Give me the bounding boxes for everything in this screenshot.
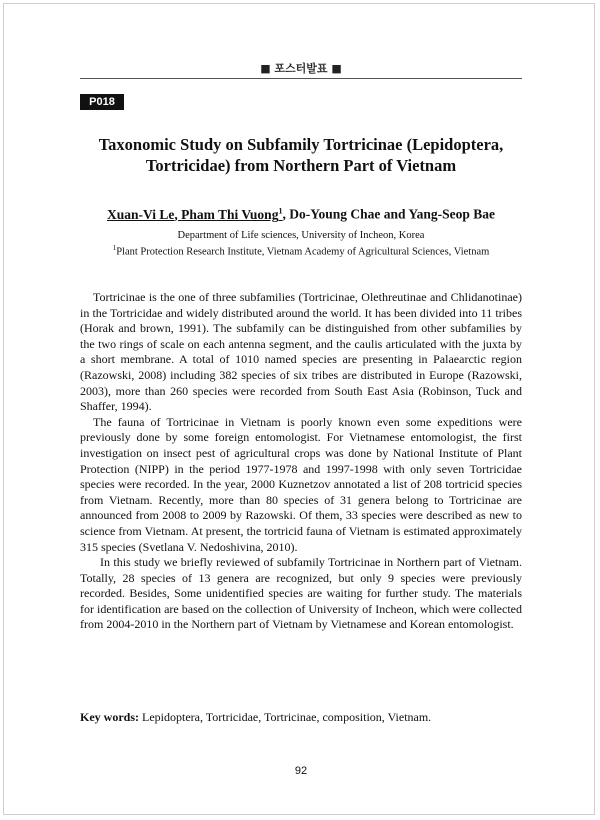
poster-code-badge: P018	[80, 94, 124, 110]
abstract-paragraph-2: The fauna of Tortricinae in Vietnam is poorly known even some expeditions were previously done by some foreign entomologist. For Vietnamese entomologist, the first investigation on insect pest of agricultural crops was done by National Institute of Plant Protection (NIPP) in the period 1977-1978 and 1997-1998 with only seven Tortricidae species were recorded. In the year, 2000 Kuznetzov annotated a list of 208 tortricid species from Vietnam. Recently, more than 80 species of 31 genera belong to Tortricinae are announced from 2008 to 2009 by Razowski. Of them, 33 species were described as new to science from Vietnam. At present, the tortricid fauna of Vietnam is estimated approximately 315 species (Svetlana V. Nedoshivina, 2010).	[80, 414, 522, 554]
page-number: 92	[294, 765, 308, 777]
header-divider	[80, 78, 522, 79]
author-first: Xuan-Vi Le, Pham Thi Vuong$^1$	[107, 206, 283, 222]
title-line-2: Tortricidae) from Northern Part of Vietnam	[145, 156, 457, 175]
section-header: ■ 포스터발표 ■	[260, 62, 342, 75]
title-line-1: Taxonomic Study on Subfamily Tortricinae (Lepidoptera,	[98, 135, 504, 154]
affiliation-1: Department of Life sciences, University of Incheon, Korea	[177, 230, 425, 241]
abstract-body	[80, 290, 522, 633]
paper-title	[80, 134, 522, 176]
keywords-label: Key words:	[80, 710, 139, 724]
abstract-paragraph-1: Tortricinae is the one of three subfamilies (Tortricinae, Olethreutinae and Chlidanotinae) in the Tortricidae and widely distributed around the world. It has been divided into 11 tribes (Horak and brown, 1991). The subfamily can be distinguished from other subfamilies by the two rings of scale on each antenna segment, and the caulis articulated with the juxta by a short membrane. A total of 1010 named species are presenting in Palaearctic region (Razowski, 2008) including 382 species of six tribes are distributed in Europe (Razowski, 2003), more than 260 species were recorded from South East Asia (Robinson, Tuck and Shaffer, 1994).	[80, 290, 522, 414]
keywords-text: Lepidoptera, Tortricidae, Tortricinae, composition, Vietnam.	[139, 710, 432, 724]
affiliation-2: $^1$Plant Protection Research Institute, Vietnam Academy of Agricultural Sciences, Vietnam	[112, 244, 490, 258]
author-list	[80, 206, 522, 223]
keywords	[80, 710, 522, 725]
abstract-paragraph-3: In this study we briefly reviewed of subfamily Tortricinae in Northern part of Vietnam. Totally, 28 species of 13 genera are recognized, but only 9 species were previously recorded. Besides, Some unidentified species are waiting for further study. The materials for identification are based on the collection of University of Incheon, which were collected from 2004-2010 in the Northern part of Vietnam by Vietnamese and Korean entomologist.	[80, 555, 522, 632]
author-rest: , Do-Young Chae and Yang-Seop Bae	[282, 206, 495, 222]
